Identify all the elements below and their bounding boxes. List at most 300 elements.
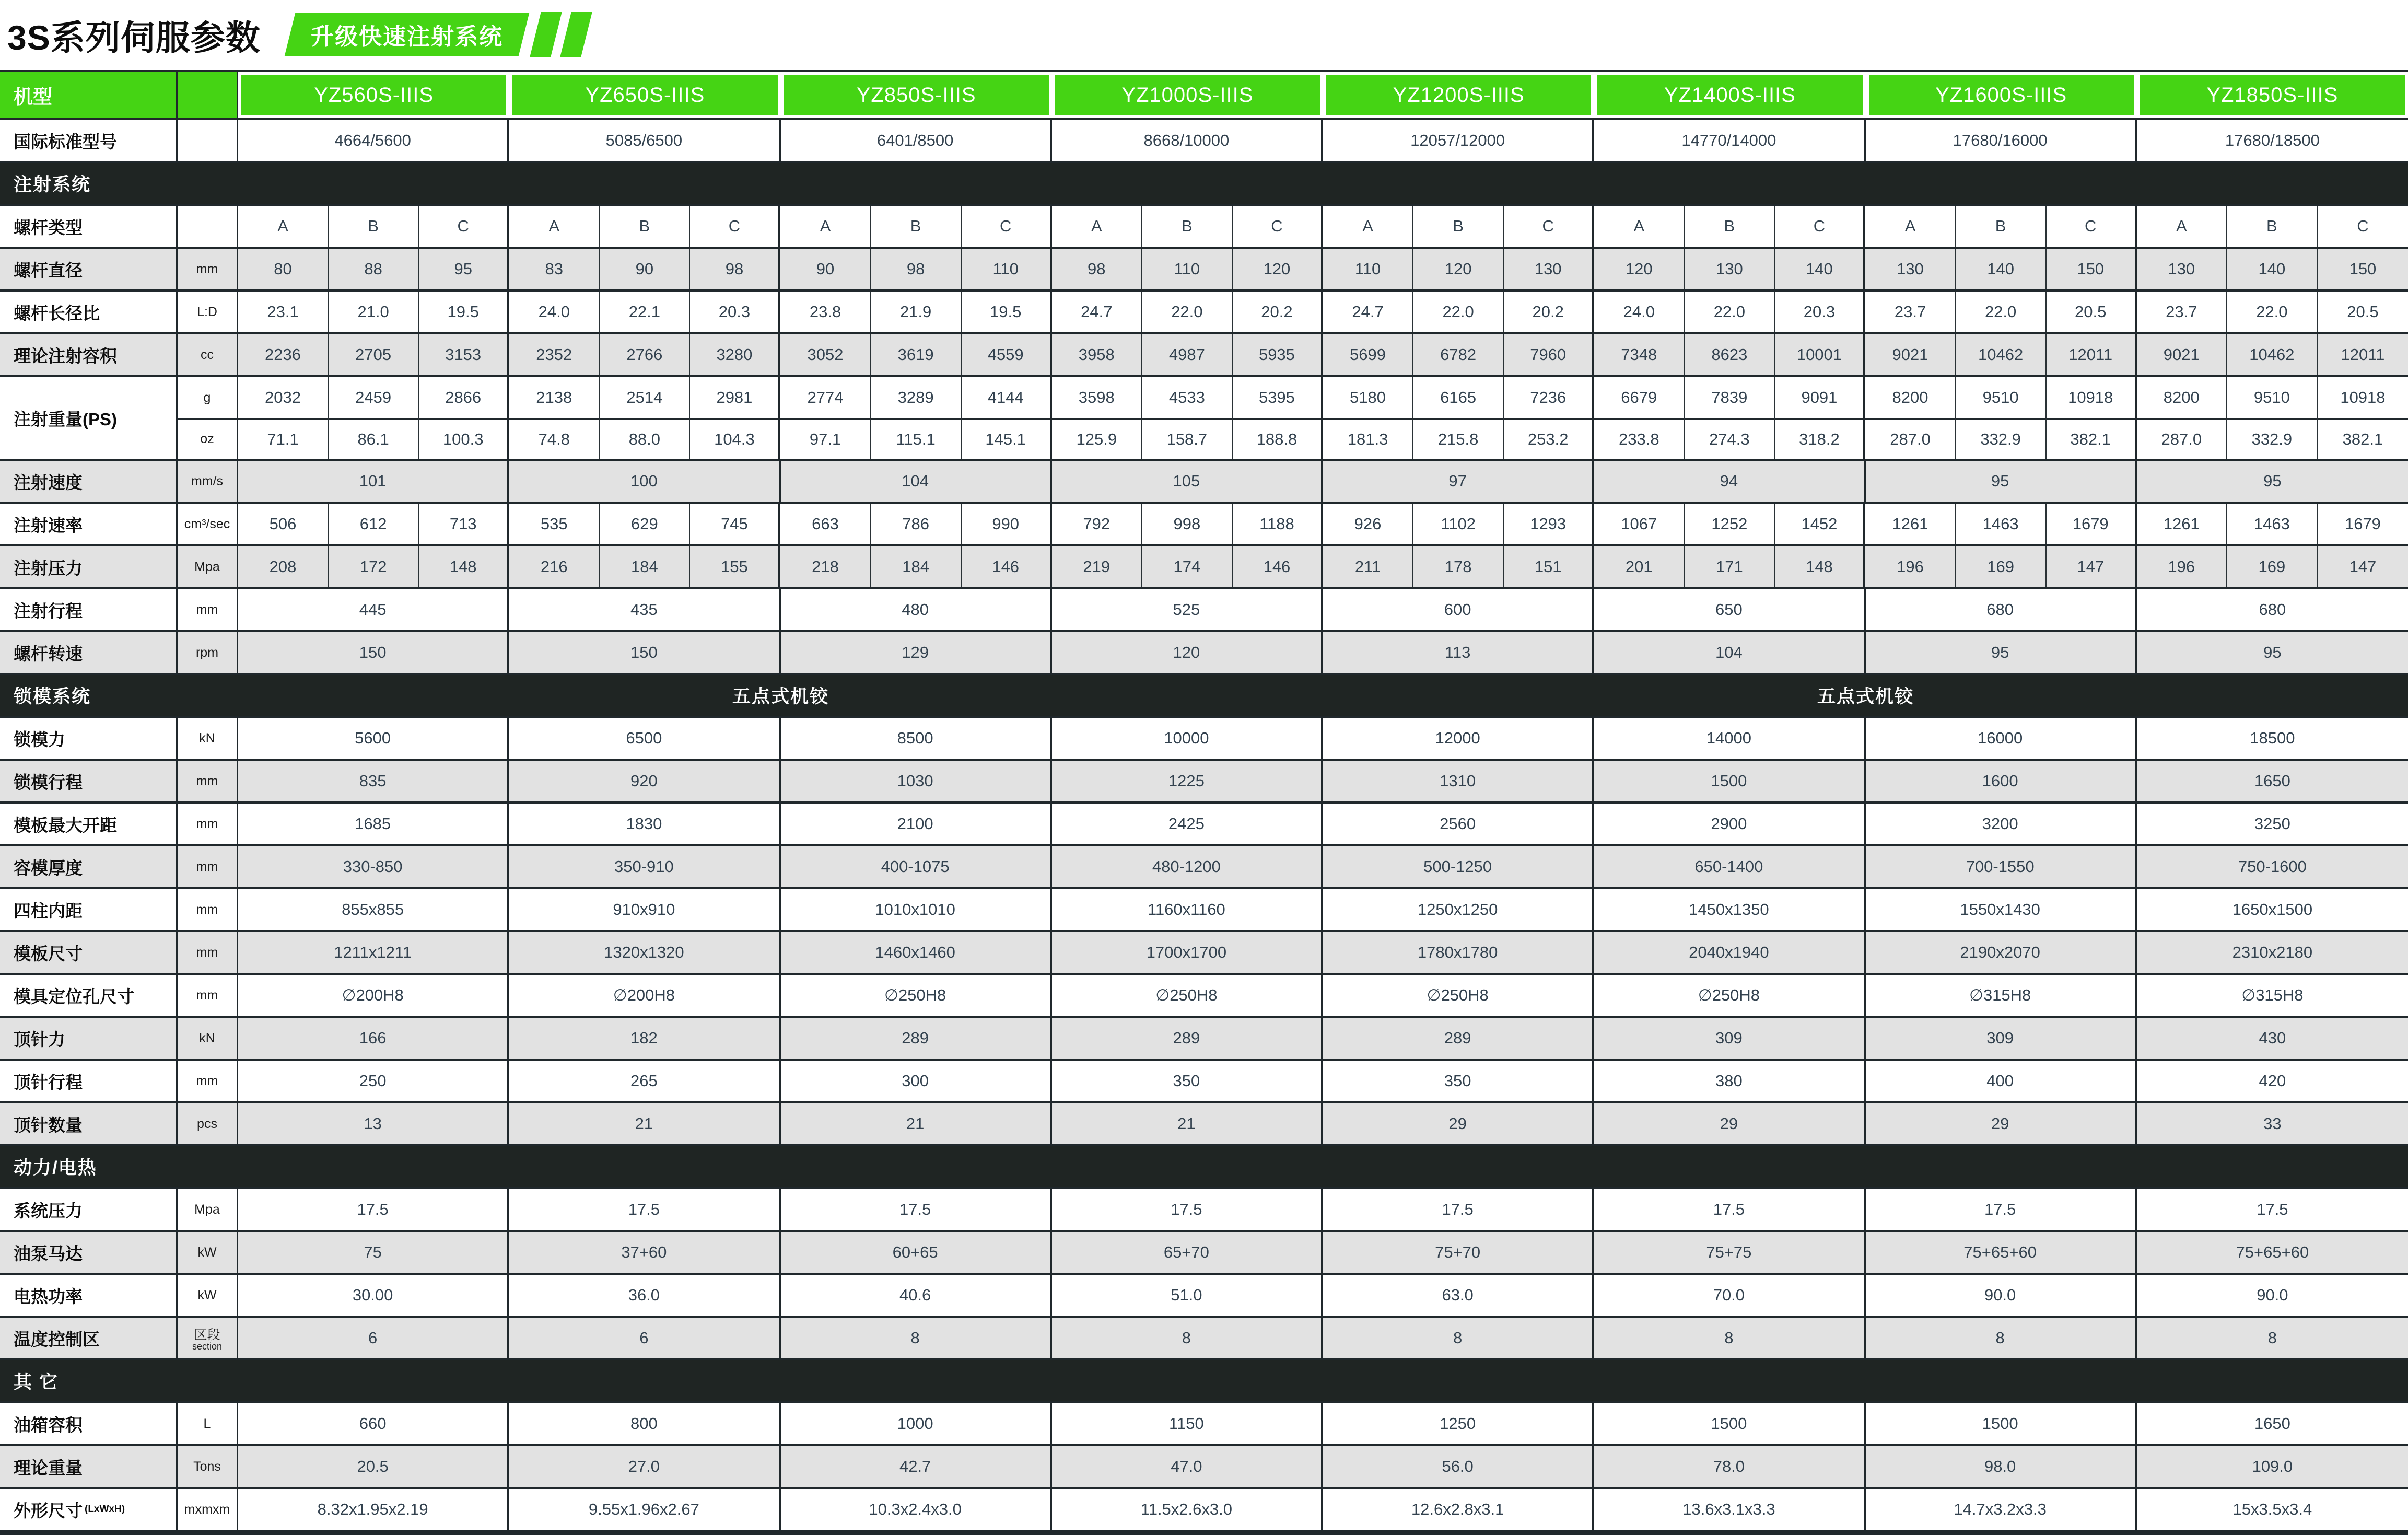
table-row [0, 1316, 2408, 1358]
value-cell: 36.0 [509, 1275, 780, 1316]
value-cell: 1450x1350 [1594, 889, 1865, 930]
value-cell: 74.8 [509, 418, 600, 459]
value-cell: 420 [2137, 1061, 2408, 1101]
value-cell: 184 [871, 546, 962, 587]
value-cell: 94 [1594, 461, 1865, 502]
value-cell: 33 [2137, 1103, 2408, 1144]
value-cell: 5600 [238, 718, 509, 759]
value-cell: 12057/12000 [1323, 120, 1594, 161]
value-cell: 480-1200 [1052, 846, 1323, 887]
value-cell: C [1233, 206, 1323, 247]
value-cell: 23.1 [238, 292, 329, 332]
value-cell: 650 [1594, 589, 1865, 630]
value-cell: 660 [238, 1403, 509, 1444]
value-cell: 86.1 [329, 418, 419, 459]
table-row [0, 930, 2408, 973]
value-cell: 148 [1775, 546, 1865, 587]
section-row [0, 1358, 2408, 1401]
table-row [0, 844, 2408, 887]
value-cell: 24.0 [509, 292, 600, 332]
row-unit: cc [178, 334, 238, 375]
value-cell: 120 [1052, 632, 1323, 673]
value-cell: 201 [1594, 546, 1685, 587]
value-cell: 27.0 [509, 1446, 780, 1487]
value-cell: 129 [781, 632, 1052, 673]
value-cell: 3289 [871, 377, 962, 418]
value-cell: 60+65 [781, 1232, 1052, 1273]
value-cell: 835 [238, 761, 509, 801]
value-cell: 792 [1052, 504, 1142, 544]
row-unit: kN [178, 718, 238, 759]
section-header: 动力/电热 [0, 1146, 2408, 1187]
row-unit: mxmxm [178, 1489, 238, 1530]
value-cell: 1500 [1594, 1403, 1865, 1444]
value-cell: A [238, 206, 329, 247]
value-cell: 29 [1323, 1103, 1594, 1144]
machine-model-row [0, 70, 2408, 118]
value-cell: 855x855 [238, 889, 509, 930]
value-cell: ∅200H8 [238, 975, 509, 1016]
value-cell: 120 [1233, 249, 1323, 289]
value-cell: 14770/14000 [1594, 120, 1865, 161]
table-row [0, 1401, 2408, 1444]
value-cell: 16000 [1866, 718, 2137, 759]
value-cell: 8200 [1865, 377, 1956, 418]
value-cell: 110 [1142, 249, 1233, 289]
value-cell: 2900 [1594, 804, 1865, 844]
value-cell: 20.5 [2047, 292, 2137, 332]
value-cell: 2190x2070 [1866, 932, 2137, 973]
value-cell: A [2137, 206, 2227, 247]
table-row [0, 1187, 2408, 1230]
value-cell: 274.3 [1685, 418, 1775, 459]
row-label: 注射速率 [0, 504, 178, 544]
value-cell: 172 [329, 546, 419, 587]
row-label: 油箱容积 [0, 1403, 178, 1444]
value-cell: 8 [781, 1318, 1052, 1358]
value-cell: 4533 [1142, 377, 1233, 418]
value-cell: 382.1 [2318, 418, 2408, 459]
value-cell: 30.00 [238, 1275, 509, 1316]
value-cell: 713 [419, 504, 509, 544]
value-cell: 21.0 [329, 292, 419, 332]
value-cell: 3200 [1866, 804, 2137, 844]
value-cell: 680 [2137, 589, 2408, 630]
value-cell: 2425 [1052, 804, 1323, 844]
section-header: 锁模系统 [0, 675, 178, 716]
value-cell: 445 [238, 589, 509, 630]
table-row [0, 1444, 2408, 1487]
value-cell: 9091 [1775, 377, 1865, 418]
value-cell: 1550x1430 [1866, 889, 2137, 930]
value-cell: 17.5 [2137, 1189, 2408, 1230]
row-unit: mm [178, 249, 238, 289]
table-row [0, 887, 2408, 930]
value-cell: 629 [600, 504, 690, 544]
value-cell: 287.0 [1865, 418, 1956, 459]
value-cell: 130 [1504, 249, 1594, 289]
value-cell: 19.5 [419, 292, 509, 332]
value-cell: 7839 [1685, 377, 1775, 418]
row-unit: mm [178, 804, 238, 844]
row-label: 模具定位孔尺寸 [0, 975, 178, 1016]
value-cell: 14000 [1594, 718, 1865, 759]
value-cell: 110 [962, 249, 1052, 289]
value-cell: 18500 [2137, 718, 2408, 759]
value-cell: 2981 [690, 377, 780, 418]
section-row [0, 161, 2408, 204]
value-cell: 17.5 [238, 1189, 509, 1230]
value-cell: 95 [419, 249, 509, 289]
value-cell: 4987 [1142, 334, 1233, 375]
value-cell: 70.0 [1594, 1275, 1865, 1316]
row-unit: pcs [178, 1103, 238, 1144]
model-name: YZ1600S-IIIS [1869, 75, 2134, 115]
value-cell: 17.5 [1323, 1189, 1594, 1230]
value-cell: B [600, 206, 690, 247]
value-cell: 800 [509, 1403, 780, 1444]
value-cell: 10918 [2318, 377, 2408, 418]
value-cell: 12011 [2047, 334, 2137, 375]
value-cell: 3598 [1052, 377, 1142, 418]
value-cell: 19.5 [962, 292, 1052, 332]
value-cell: 2032 [238, 377, 329, 418]
value-cell: 47.0 [1052, 1446, 1323, 1487]
value-cell: 88 [329, 249, 419, 289]
value-cell: 287.0 [2137, 418, 2227, 459]
value-cell: 20.5 [2318, 292, 2408, 332]
unit-cell [178, 72, 238, 118]
value-cell: 1830 [509, 804, 780, 844]
value-cell: 1150 [1052, 1403, 1323, 1444]
value-cell: 1310 [1323, 761, 1594, 801]
value-cell: 215.8 [1413, 418, 1504, 459]
value-cell: 90.0 [1866, 1275, 2137, 1316]
value-cell: 80 [238, 249, 329, 289]
value-cell: 158.7 [1142, 418, 1233, 459]
section-row [0, 1144, 2408, 1187]
value-cell: 4144 [962, 377, 1052, 418]
table-row [0, 1230, 2408, 1273]
value-cell: 90.0 [2137, 1275, 2408, 1316]
value-cell: 1320x1320 [509, 932, 780, 973]
row-unit: L:D [178, 292, 238, 332]
row-unit: mm [178, 846, 238, 887]
value-cell: 750-1600 [2137, 846, 2408, 887]
row-unit: Mpa [178, 1189, 238, 1230]
value-cell: 1780x1780 [1323, 932, 1594, 973]
value-cell: 75+70 [1323, 1232, 1594, 1273]
value-cell: 10.3x2.4x3.0 [781, 1489, 1052, 1530]
table-row [0, 459, 2408, 502]
row-label: 螺杆长径比 [0, 292, 178, 332]
value-cell: 400-1075 [781, 846, 1052, 887]
value-cell: 700-1550 [1866, 846, 2137, 887]
value-cell: 208 [238, 546, 329, 587]
value-cell: 166 [238, 1018, 509, 1059]
value-cell: 10001 [1775, 334, 1865, 375]
value-cell: 650-1400 [1594, 846, 1865, 887]
value-cell: 3052 [780, 334, 871, 375]
title-bar [0, 0, 587, 69]
table-row [0, 204, 2408, 247]
row-label: 理论重量 [0, 1446, 178, 1487]
value-cell: 115.1 [871, 418, 962, 459]
row-label: 容模厚度 [0, 846, 178, 887]
value-cell: 110 [1323, 249, 1413, 289]
value-cell: 5935 [1233, 334, 1323, 375]
row-label: 理论注射容积 [0, 334, 178, 375]
row-unit: mm [178, 589, 238, 630]
row-unit: mm [178, 975, 238, 1016]
value-cell: 8200 [2137, 377, 2227, 418]
value-cell: 20.3 [1775, 292, 1865, 332]
upgrade-badge [284, 13, 529, 56]
row-label: 注射重量(PS) [0, 377, 178, 459]
value-cell: 40.6 [781, 1275, 1052, 1316]
value-cell: 289 [781, 1018, 1052, 1059]
model-name: YZ650S-IIIS [512, 75, 777, 115]
value-cell: B [1413, 206, 1504, 247]
value-cell: 8 [1866, 1318, 2137, 1358]
value-cell: 9510 [1956, 377, 2047, 418]
row-label: 锁模行程 [0, 761, 178, 801]
value-cell: 920 [509, 761, 780, 801]
value-cell: 23.8 [780, 292, 871, 332]
value-cell: 926 [1323, 504, 1413, 544]
value-cell: 265 [509, 1061, 780, 1101]
row-unit: kW [178, 1232, 238, 1273]
value-cell: 219 [1052, 546, 1142, 587]
value-cell: 1600 [1866, 761, 2137, 801]
row-unit: 区段 section [178, 1318, 238, 1358]
value-cell: 8500 [781, 718, 1052, 759]
value-cell: 37+60 [509, 1232, 780, 1273]
value-cell: 5180 [1323, 377, 1413, 418]
value-cell: 2705 [329, 334, 419, 375]
value-cell: 600 [1323, 589, 1594, 630]
section-spacer [178, 675, 238, 716]
value-cell: 98 [690, 249, 780, 289]
section-header: 其 它 [0, 1360, 2408, 1401]
value-cell: 3153 [419, 334, 509, 375]
table-row [0, 118, 2408, 161]
model-name: YZ1400S-IIIS [1597, 75, 1862, 115]
row-unit: g [178, 377, 238, 418]
decor-stripe-icon [530, 12, 562, 57]
table-row [0, 801, 2408, 844]
value-cell: 75+75 [1594, 1232, 1865, 1273]
row-label: 注射行程 [0, 589, 178, 630]
value-cell: 21 [781, 1103, 1052, 1144]
value-cell: ∅250H8 [1323, 975, 1594, 1016]
value-cell: 22.0 [1685, 292, 1775, 332]
value-cell: C [2318, 206, 2408, 247]
value-cell: 100 [509, 461, 780, 502]
value-cell: 65+70 [1052, 1232, 1323, 1273]
row-label: 模板尺寸 [0, 932, 178, 973]
model-name: YZ560S-IIIS [241, 75, 506, 115]
value-cell: A [1052, 206, 1142, 247]
value-cell: 1650 [2137, 1403, 2408, 1444]
value-cell: C [690, 206, 780, 247]
value-cell: 680 [1866, 589, 2137, 630]
value-cell: 1160x1160 [1052, 889, 1323, 930]
value-cell: 98 [1052, 249, 1142, 289]
model-name: YZ1000S-IIIS [1055, 75, 1320, 115]
value-cell: 97 [1323, 461, 1594, 502]
value-cell: 101 [238, 461, 509, 502]
model-name: YZ1850S-IIIS [2140, 75, 2405, 115]
value-cell: 20.2 [1504, 292, 1594, 332]
value-cell: 2310x2180 [2137, 932, 2408, 973]
value-cell: 2560 [1323, 804, 1594, 844]
row-label: 模板最大开距 [0, 804, 178, 844]
value-cell: 8 [1052, 1318, 1323, 1358]
value-cell: 120 [1594, 249, 1685, 289]
value-cell: 29 [1594, 1103, 1865, 1144]
row-unit: mm [178, 1061, 238, 1101]
value-cell: 20.3 [690, 292, 780, 332]
value-cell: 7236 [1504, 377, 1594, 418]
value-cell: 480 [781, 589, 1052, 630]
value-cell: 12011 [2318, 334, 2408, 375]
value-cell: 4559 [962, 334, 1052, 375]
value-cell: 146 [962, 546, 1052, 587]
row-unit: kN [178, 1018, 238, 1059]
value-cell: 1650 [2137, 761, 2408, 801]
value-cell: 188.8 [1233, 418, 1323, 459]
value-cell: 23.7 [2137, 292, 2227, 332]
row-unit: mm [178, 932, 238, 973]
value-cell: 151 [1504, 546, 1594, 587]
value-cell: 1250x1250 [1323, 889, 1594, 930]
value-cell: 22.1 [600, 292, 690, 332]
value-cell: 9021 [2137, 334, 2227, 375]
value-cell: 2138 [509, 377, 600, 418]
value-cell: 1679 [2318, 504, 2408, 544]
value-cell: 8623 [1685, 334, 1775, 375]
spec-table [0, 70, 2408, 1535]
value-cell: 350 [1323, 1061, 1594, 1101]
value-cell: 1252 [1685, 504, 1775, 544]
value-cell: 318.2 [1775, 418, 1865, 459]
value-cell: 21.9 [871, 292, 962, 332]
table-row [0, 544, 2408, 587]
row-label: 注射速度 [0, 461, 178, 502]
value-cell: 145.1 [962, 418, 1052, 459]
value-cell: 350 [1052, 1061, 1323, 1101]
value-cell: 1211x1211 [238, 932, 509, 973]
value-cell: 5699 [1323, 334, 1413, 375]
value-cell: 90 [780, 249, 871, 289]
value-cell: 382.1 [2047, 418, 2137, 459]
value-cell: 155 [690, 546, 780, 587]
value-cell: 663 [780, 504, 871, 544]
value-cell: 506 [238, 504, 329, 544]
value-cell: 5395 [1233, 377, 1323, 418]
value-cell: 140 [1775, 249, 1865, 289]
table-row [0, 502, 2408, 544]
value-cell: 17.5 [781, 1189, 1052, 1230]
value-cell: 95 [1866, 461, 2137, 502]
value-cell: 309 [1594, 1018, 1865, 1059]
value-cell: 140 [2227, 249, 2318, 289]
table-row [0, 247, 2408, 289]
value-cell: 98 [871, 249, 962, 289]
value-cell: 42.7 [781, 1446, 1052, 1487]
value-cell: 300 [781, 1061, 1052, 1101]
table-row [0, 587, 2408, 630]
value-cell: 13.6x3.1x3.3 [1594, 1489, 1865, 1530]
decor-stripe-icon [560, 12, 592, 57]
value-cell: 1452 [1775, 504, 1865, 544]
row-label: 螺杆直径 [0, 249, 178, 289]
value-cell: 1500 [1866, 1403, 2137, 1444]
value-cell: 435 [509, 589, 780, 630]
value-cell: 2040x1940 [1594, 932, 1865, 973]
value-cell: 2352 [509, 334, 600, 375]
value-cell: ∅315H8 [2137, 975, 2408, 1016]
row-label: 系统压力 [0, 1189, 178, 1230]
table-row [0, 1101, 2408, 1144]
row-unit: Mpa [178, 546, 238, 587]
row-label: 顶针力 [0, 1018, 178, 1059]
value-cell: 125.9 [1052, 418, 1142, 459]
value-cell: B [871, 206, 962, 247]
row-label: 温度控制区 [0, 1318, 178, 1358]
value-cell: C [1504, 206, 1594, 247]
model-row-label: 机型 [0, 72, 178, 118]
value-cell: 71.1 [238, 418, 329, 459]
value-cell: 1188 [1233, 504, 1323, 544]
row-label: 螺杆转速 [0, 632, 178, 673]
value-cell: 10918 [2047, 377, 2137, 418]
value-cell: 148 [419, 546, 509, 587]
table-row [0, 1059, 2408, 1101]
value-cell: 105 [1052, 461, 1323, 502]
value-cell: 8 [1323, 1318, 1594, 1358]
value-cell: 95 [1866, 632, 2137, 673]
value-cell: 98.0 [1866, 1446, 2137, 1487]
value-cell: 1650x1500 [2137, 889, 2408, 930]
value-cell: 109.0 [2137, 1446, 2408, 1487]
value-cell: 146 [1233, 546, 1323, 587]
clamp-section-row [0, 673, 2408, 716]
value-cell: 24.0 [1594, 292, 1685, 332]
clamp-type-label: 五点式机铰 [1323, 675, 2408, 716]
value-cell: B [1956, 206, 2047, 247]
value-cell: 612 [329, 504, 419, 544]
value-cell: 12.6x2.8x3.1 [1323, 1489, 1594, 1530]
value-cell: 51.0 [1052, 1275, 1323, 1316]
value-cell: 332.9 [1956, 418, 2047, 459]
value-cell: 1010x1010 [781, 889, 1052, 930]
row-unit [178, 206, 238, 247]
value-cell: 10462 [1956, 334, 2047, 375]
value-cell: 1700x1700 [1052, 932, 1323, 973]
value-cell: 150 [238, 632, 509, 673]
value-cell: 8 [1594, 1318, 1865, 1358]
value-cell: 309 [1866, 1018, 2137, 1059]
value-cell: 8668/10000 [1052, 120, 1323, 161]
value-cell: 150 [2047, 249, 2137, 289]
section-header: 注射系统 [0, 163, 2408, 204]
value-cell: 9510 [2227, 377, 2318, 418]
value-cell: 332.9 [2227, 418, 2318, 459]
value-cell: 6 [238, 1318, 509, 1358]
value-cell: 350-910 [509, 846, 780, 887]
